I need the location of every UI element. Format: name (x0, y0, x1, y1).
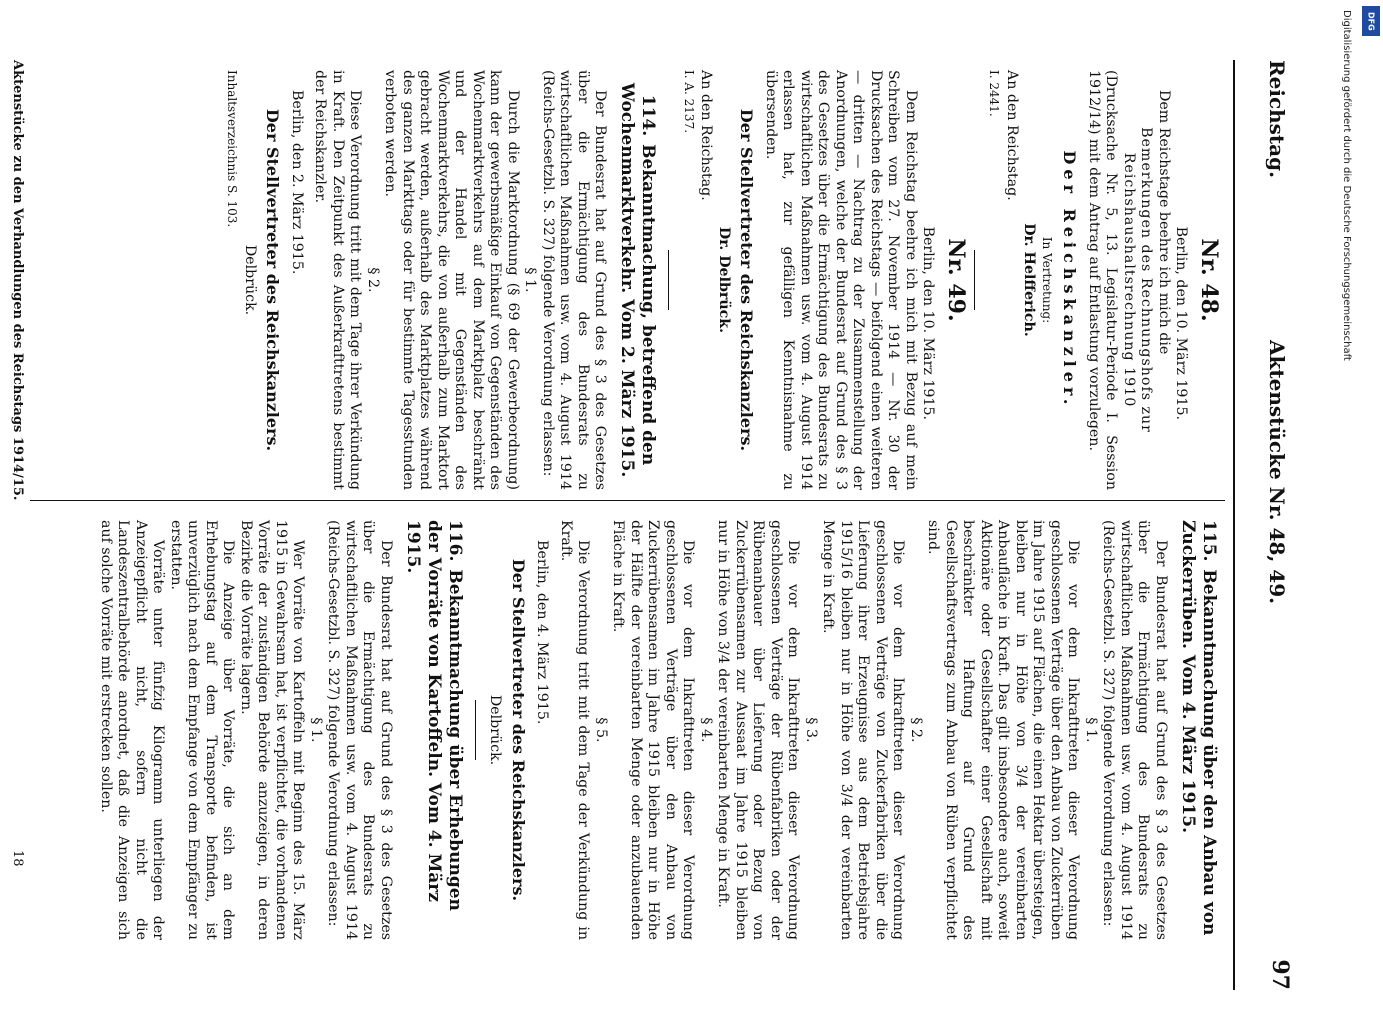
nr49-ref: I. A. 2137. (682, 70, 696, 134)
header-center: Aktenstücke Nr. 48, 49. (1265, 340, 1289, 605)
header-rule (1233, 60, 1235, 990)
column-divider (30, 500, 1225, 501)
b116-s1-text: Wer Vorräte von Kartoffeln mit Beginn des 15. März 1915 in Gewahrsam hat, ist verpflichtet, die vorhandenen Vorräte der zuständigen Behörde anzuzeigen, in deren Bezirke die Vorräte lagern. (238, 520, 307, 940)
nr48-sign-by: In Vertretung: (1040, 236, 1054, 324)
b115-s5-text: Die Verordnung tritt mit dem Tage der Verkündung in Kraft. (558, 520, 592, 940)
nr48-p1: Dem Reichstage beehre ich mich die (1156, 90, 1172, 355)
b116-s1: § 1. (308, 717, 324, 743)
b115-heading-text: Bekanntmachung über den Anbau von Zuckerrüben. Vom 4. März 1915. (1178, 520, 1219, 936)
nr48-sign: Der Reichskanzler. (1060, 150, 1080, 410)
page-footer: Aktenstücke zu den Verhandlungen des Reichstags 1914/15. (10, 60, 25, 501)
nr48-ref: I. 2441. (987, 70, 1002, 117)
digitization-credit: Digitalisierung gefördert durch die Deutsche Forschungsgemeinschaft (1341, 10, 1353, 361)
b114-intro: Der Bundesrat hat auf Grund des § 3 des Gesetzes über die Ermächtigung des Bundesrats zu wirtschaftlichen Maßnahmen usw. vom 4. August 1914 (Reichs-Gesetzbl. S. 327) folgende Verordnung erlassen: (540, 70, 609, 490)
divider (475, 700, 476, 760)
b114-num: 114. (638, 94, 659, 137)
signature-mark: 18 (10, 850, 25, 867)
b116-s1-text3: Vorräte unter fünfzig Kilogramm unterliegen der Anzeigepflicht nicht, sofern nicht die Landeszentralbehörde anordnet, daß die Anzeigen sich auf solche Vorräte mit erstrecken sollen. (98, 520, 167, 940)
b114-heading (617, 70, 659, 490)
header-left: Reichstag. (1265, 60, 1289, 179)
b115-s5: § 5. (593, 717, 609, 743)
page-header (1253, 60, 1293, 990)
b115-heading (1177, 520, 1219, 940)
b114-sign: Der Stellvertreter des Reichskanzlers. (263, 108, 283, 452)
nr48-title: Nr. 48. (1196, 238, 1222, 322)
nr49-addressee: An den Reichstag. (698, 70, 715, 201)
b115-sign: Der Stellvertreter des Reichskanzlers. (509, 558, 528, 902)
b115-s4-text: Die vor dem Inkrafttreten dieser Verordnung geschlossenen Verträge über den Anbau von Zuckerrübensamen im Jahre 1915 bleiben nur in Höhe der Hälfte der vereinbarten Menge oder anzubauenden Fläche in Kraft. (610, 520, 697, 940)
b115-s1: § 1. (1083, 717, 1099, 743)
nr49-body: Dem Reichstag beehre ich mich mit Bezug auf mein Schreiben vom 27. November 1914 — Nr. 30 der Drucksachen des Reichstags — beifolgend einen weiteren — dritten — Nachtrag zu der Zusammenstellung der Anordnungen, welche der Bundesrat auf Grund des § 3 des Gesetzes über die Ermächtigung des Bundesrats zu wirtschaftlichen Maßnahmen usw. vom 4. August 1914 erlassen hat, zur gefälligen Kenntnisnahme zu übersenden. (763, 70, 919, 490)
b116-intro: Der Bundesrat hat auf Grund des § 3 des Gesetzes über die Ermächtigung des Bundesrats zu wirtschaftlichen Maßnahmen usw. vom 4. August 1914 (Reichs-Gesetzbl. S. 327) folgende Verordnung erlassen: (325, 520, 394, 940)
b114-s1-text: Durch die Marktordnung (§ 69 der Gewerbeordnung) kann der gewerbsmäßige Einkauf von Gegenständen des Wochenmarktverkehrs auf dem Marktplatz beschränkt und der Handel mit Gegenständen des Wochenmarktverkehrs, die von außerhalb zum Marktort gebracht werden, außerhalb des Marktplatzes während des ganzen Markttags oder für bestimmte Tagesstunden verboten werden. (382, 70, 521, 490)
b115-s4: § 4. (698, 717, 714, 743)
b114-date: Berlin, den 2. März 1915. (289, 90, 305, 275)
dfg-logo: DFG (1362, 6, 1380, 36)
b114-sign-name: Delbrück. (242, 244, 258, 316)
page-number: 97 (1267, 959, 1293, 990)
divider (669, 250, 670, 310)
b116-num: 116. (445, 520, 465, 562)
nr48-addressee: An den Reichstag. (1004, 70, 1020, 201)
b114-s1: § 1. (522, 267, 539, 293)
b115-s1-text: Die vor dem Inkrafttreten dieser Verordnung geschlossenen Verträge über den Anbau von Zuckerrüben im Jahre 1915 auf Flächen, die einen Hektar übersteigen, bleiben nur in Höhe von 3/4 der vereinbarten Anbaufläche in Kraft. Das gilt insbesondere auch, soweit Aktionäre oder Gesellschafter einer Gesellschaft mit beschränkter Haftung auf Grund des Gesellschaftsvertrags zum Anbau von Rüben verpflichtet sind. (925, 520, 1082, 940)
b116-heading-text: Bekanntmachung über Erhebungen der Vorräte von Kartoffeln. Vom 4. März 1915. (403, 520, 465, 911)
b116-s1-text2: Die Anzeige über Vorräte, die sich an dem Erhebungstag auf dem Transporte befinden, ist unverzüglich nach dem Empfange von dem Empfänger zu erstatten. (168, 520, 237, 940)
nr48-sign-name: Dr. Helfferich. (1021, 223, 1038, 337)
b115-s2: § 2. (908, 717, 924, 743)
b114-s2-text: Diese Verordnung tritt mit dem Tage ihrer Verkündung in Kraft. Den Zeitpunkt des Außerkrafttretens bestimmt der Reichskanzler. (312, 70, 364, 490)
b115-num: 115. (1199, 520, 1219, 562)
b114-heading-text: Bekanntmachung, betreffend den Wochenmarktverkehr. Vom 2. März 1915. (617, 82, 659, 478)
nr49-date: Berlin, den 10. März 1915. (920, 226, 937, 420)
left-column (223, 70, 1223, 490)
nr48-date: Berlin, den 10. März 1915. (1173, 226, 1190, 420)
nr49-title: Nr. 49. (943, 238, 969, 322)
b115-s3: § 3. (803, 717, 819, 743)
index-ref: Inhaltsverzeichnis S. 103. (225, 70, 240, 228)
b114-s2: § 2. (365, 267, 381, 293)
right-column (97, 520, 1224, 940)
b115-date: Berlin, den 4. März 1915. (534, 540, 551, 725)
nr49-sign: Der Stellvertreter des Reichskanzlers. (737, 108, 757, 452)
b116-heading (402, 520, 465, 940)
b115-sign-name: Delbrück. (487, 694, 504, 766)
nr49-sign-name: Dr. Delbrück. (716, 226, 732, 334)
b115-intro: Der Bundesrat hat auf Grund des § 3 des Gesetzes über die Ermächtigung des Bundesrats zu wirtschaftlichen Maßnahmen usw. vom 4. August 1914 (Reichs-Gesetzbl. S. 327) folgende Verordnung erlassen: (1100, 520, 1169, 940)
nr48-p2: Bemerkungen des Rechnungshofs zur Reichshaushaltsrechnung 1910 (1121, 127, 1155, 433)
divider (974, 250, 975, 310)
b115-s3-text: Die vor dem Inkrafttreten dieser Verordnung geschlossenen Verträge der Rübenfabriken oder der Rübenanbauer über Lieferung oder Bezug von Zuckerrübensamen zur Aussaat im Jahre 1915 bleiben nur in Höhe von 3/4 der vereinbarten Menge in Kraft. (715, 520, 802, 940)
nr48-p3: (Drucksache Nr. 5, 13. Legislatur-Periode I. Session 1912/14) mit dem Antrag auf Entlastung vorzulegen. (1086, 70, 1120, 490)
b115-s2-text: Die vor dem Inkrafttreten dieser Verordnung geschlossenen Verträge von Zuckerfabriken über die Lieferung ihrer Erzeugnisse aus dem Betriebsjahre 1915/16 bleiben nur in Höhe von 3/4 der vereinbarten Menge in Kraft. (820, 520, 907, 940)
